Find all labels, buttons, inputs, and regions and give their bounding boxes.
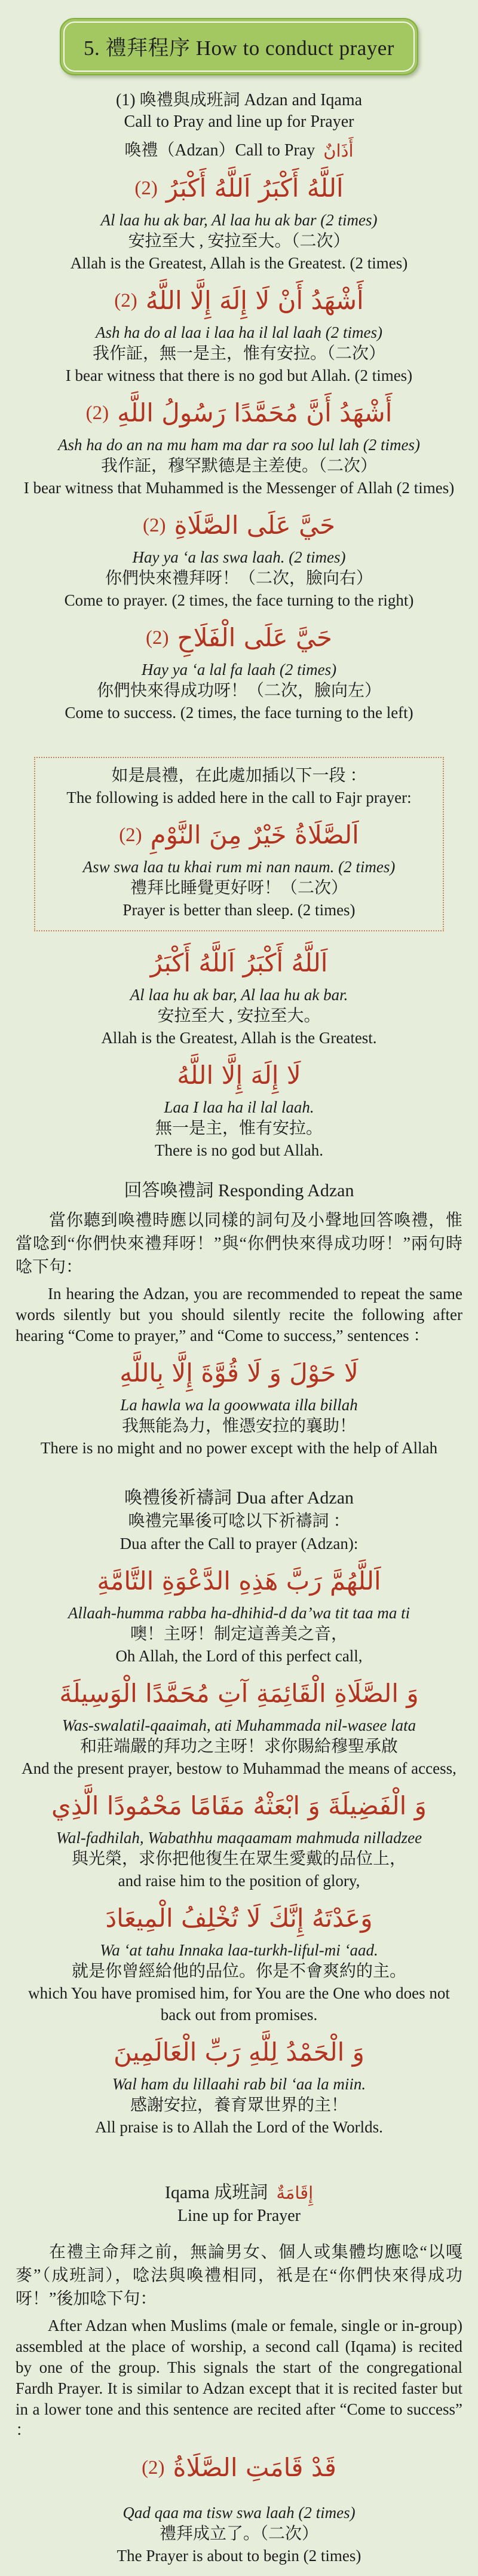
dua-verse-4 — [0, 1897, 478, 2025]
transliteration: La hawla wa la goowwata illa billah — [120, 1396, 358, 1414]
adzan-phrase-shahada2 — [0, 392, 478, 499]
arabic-text: قَدْ قَامَتِ الصَّلَاةُ — [173, 2453, 336, 2482]
chinese-translation: 與光榮，求你把他復生在眾生愛戴的品位上， — [71, 1850, 406, 1868]
english-translation: Prayer is better than sleep. (2 times) — [122, 901, 356, 919]
arabic-line — [0, 280, 478, 322]
fajr-note-box — [34, 757, 444, 931]
fajr-note-chinese: 如是晨禮，在此處加插以下一段 ： — [111, 766, 367, 785]
arabic-text: أَشْهَدُ أَنْ لَا إِلَهَ إِلَّا اللَّهُ — [145, 286, 364, 315]
repeat-count: (2) — [134, 178, 158, 199]
transliteration: Ash ha do an na mu ham ma dar ra soo lul lah (2 times) — [58, 436, 420, 454]
english-translation: And the present prayer, bestow to Muhammad the means of access, — [22, 1759, 456, 1777]
arabic-line — [0, 1897, 478, 1939]
dua-subheading-english: Dua after the Call to prayer (Adzan): — [120, 1535, 358, 1553]
repeat-count: (2) — [85, 402, 109, 424]
chinese-translation: 禮拜比睡覺更好呀！（二次） — [130, 879, 348, 897]
english-translation: and raise him to the position of glory, — [118, 1872, 360, 1890]
arabic-line — [0, 1055, 478, 1096]
english-translation: I bear witness that Muhammed is the Messenger of Allah (2 times) — [23, 479, 455, 497]
transliteration: Laa I laa ha il lal laah. — [164, 1098, 314, 1116]
transliteration: Hay ya ‘a lal fa laah (2 times) — [141, 661, 337, 679]
closing-phrase-tahlil — [0, 1055, 478, 1161]
title-box — [60, 18, 418, 75]
title-box-inner — [63, 22, 415, 72]
chinese-translation: 禮拜成立了。（二次） — [159, 2525, 318, 2543]
arabic-text: اَللَّهُ أَكْبَرُ اَللَّهُ أَكْبَرُ — [150, 948, 328, 977]
english-translation: The Prayer is about to begin (2 times) — [117, 2547, 361, 2565]
transliteration: Al laa hu ak bar, Al laa hu ak bar (2 times) — [100, 211, 378, 229]
dua-heading: 喚禮後祈禱詞 Dua after Adzan — [124, 1488, 354, 1508]
transliteration: Allaah-humma rabba ha-dhihid-d da’wa tit taa ma ti — [68, 1604, 410, 1622]
arabic-line — [0, 505, 478, 546]
dua-subheading-chinese: 喚禮完畢後可唸以下祈禱詞 ： — [128, 1512, 350, 1530]
dua-verse-1 — [0, 1560, 478, 1667]
chinese-translation: 我作証，無一是主，惟有安拉。（二次） — [92, 344, 385, 363]
dua-verse-5 — [0, 2031, 478, 2138]
responding-paragraph-english: In hearing the Adzan, you are recommended to repeat the same words silently but you should silently recite the following after hearing “Come to prayer,” and “Come to success,” sentences ： — [16, 1285, 462, 1344]
english-translation: Allah is the Greatest, Allah is the Greatest. (2 times) — [70, 254, 408, 272]
fajr-note-english: The following is added here in the call to Fajr prayer: — [66, 789, 412, 806]
adzan-heading-label: 喚禮（Adzan）Call to Pray — [124, 141, 315, 160]
adzan-phrase-hayya-salah — [0, 505, 478, 611]
repeat-count: (2) — [145, 627, 169, 649]
arabic-line — [0, 617, 478, 659]
arabic-text: حَيَّ عَلَى الصَّلَاةِ — [174, 511, 336, 540]
arabic-line — [0, 2031, 478, 2073]
arabic-line — [0, 942, 478, 984]
arabic-text: وَ الْحَمْدُ لِلَّهِ رَبِّ الْعَالَمِينَ — [114, 2037, 364, 2067]
arabic-line — [0, 1673, 478, 1715]
arabic-line — [41, 814, 437, 856]
chinese-translation: 就是你曾經給他的品位。你是不會爽約的主。 — [71, 1962, 406, 1981]
arabic-line — [0, 392, 478, 434]
chinese-translation: 和莊端嚴的拜功之主呀！求你賜給穆聖承啟 — [79, 1737, 398, 1756]
chinese-translation: 我作証，穆罕默德是主差使。（二次） — [100, 457, 377, 475]
adzan-heading — [0, 140, 478, 161]
english-translation: I bear witness that there is no god but Allah. (2 times) — [65, 366, 413, 384]
arabic-line — [0, 1560, 478, 1602]
arabic-line — [0, 167, 478, 209]
chinese-translation: 感謝安拉，養育眾世界的主！ — [130, 2096, 348, 2114]
transliteration: Qad qaa ma tisw swa laah (2 times) — [122, 2504, 356, 2522]
english-translation: Come to success. (2 times, the face turning to the left) — [65, 704, 413, 722]
adzan-phrase-takbir — [0, 167, 478, 274]
iqama-heading-label: Iqama 成班詞 — [164, 2183, 268, 2202]
transliteration: Wal ham du lillaahi rab bil ‘aa la miin. — [112, 2075, 366, 2093]
page-title: 5. 禮拜程序 How to conduct prayer — [84, 36, 394, 60]
english-translation: All praise is to Allah the Lord of the Worlds. — [95, 2118, 383, 2136]
arabic-text: لَا حَوْلَ وَ لَا قُوَّةَ إِلَّا بِاللَّهِ — [120, 1358, 358, 1388]
repeat-count: (2) — [142, 515, 166, 536]
arabic-text: وَعَدْتَهُ إِنَّكَ لَا تُخْلِفُ الْمِيعَادَ — [105, 1903, 373, 1933]
responding-paragraph-chinese: 當你聽到喚禮時應以同樣的詞句及小聲地回答喚禮，惟當唸到“你們快來禮拜呀！”與“你們快來得成功呀！”兩句時唸下句： — [16, 1211, 462, 1276]
arabic-text: لَا إِلَهَ إِلَّا اللَّهُ — [177, 1061, 301, 1090]
responding-phrase — [0, 1352, 478, 1459]
iqama-heading-arabic: إِقَامَةٌ — [276, 2183, 314, 2203]
english-translation: Oh Allah, the Lord of this perfect call, — [115, 1647, 363, 1665]
iqama-paragraph-english: After Adzan when Muslims (male or female, single or in-group) assembled at the place of worship, a second call (Iqama) is recited by one of the group. This signals the start of the congregational Fardh Prayer. It is similar to Adzan except that it is recited faster but in a lower tone and this sentence are recited after “Come to success” ： — [16, 2317, 462, 2439]
arabic-text: أَشْهَدُ أَنَّ مُحَمَّدًا رَسُولُ اللَّهِ — [117, 398, 393, 427]
arabic-text: وَ الْفَضِيلَةَ وَ ابْعَثْهُ مَقَامًا مَحْمُودًا الَّذِي — [51, 1791, 427, 1820]
arabic-line — [0, 1352, 478, 1394]
responding-adzan-heading: 回答喚禮詞 Responding Adzan — [124, 1181, 354, 1200]
dua-verse-2 — [0, 1673, 478, 1779]
adzan-heading-arabic: أَذَانٌ — [323, 140, 354, 161]
arabic-text: اَللَّهُمَّ رَبَّ هَذِهِ الدَّعْوَةِ التَّامَّةِ — [97, 1566, 381, 1596]
english-translation: Come to prayer. (2 times, the face turning to the right) — [64, 591, 414, 609]
repeat-count: (2) — [142, 2457, 165, 2479]
transliteration: Asw swa laa tu khai rum mi nan naum. (2 times) — [82, 858, 396, 876]
arabic-text: اَلصَّلَاةُ خَيْرٌ مِنَ النَّوْمِ — [150, 820, 359, 850]
english-translation: There is no god but Allah. — [155, 1141, 323, 1159]
transliteration: Al laa hu ak bar, Al laa hu ak bar. — [130, 986, 348, 1004]
chinese-translation: 噢！主呀！制定這善美之音， — [130, 1625, 348, 1643]
arabic-line — [0, 2447, 478, 2489]
chinese-translation: 無一是主，惟有安拉。 — [155, 1119, 323, 1138]
arabic-text: وَ الصَّلَاةِ الْقَائِمَةِ آتِ مُحَمَّدًا الْوَسِيلَةَ — [59, 1679, 419, 1708]
iqama-paragraph-chinese: 在禮主命拜之前，無論男女、個人或集體均應唸“以嘎麥”（成班詞），唸法與喚禮相同，衹是在“你們快來得成功呀！”後加唸下句： — [16, 2243, 462, 2308]
chinese-translation: 你們快來禮拜呀！（二次，臉向右） — [105, 569, 373, 588]
transliteration: Ash ha do al laa i laa ha il lal laah (2 times) — [96, 323, 382, 341]
arabic-line — [0, 1785, 478, 1827]
chinese-translation: 我無能為力，惟憑安拉的襄助！ — [121, 1417, 356, 1435]
closing-phrase-takbir — [0, 942, 478, 1049]
english-translation: which You have promised him, for You are the One who does not back out from promises. — [28, 1984, 450, 2024]
chinese-translation: 你們快來得成功呀！（二次，臉向左） — [96, 682, 381, 700]
transliteration: Hay ya ‘a las swa laah. (2 times) — [132, 548, 346, 566]
adzan-phrase-shahada1 — [0, 280, 478, 386]
chinese-translation: 安拉至大 , 安拉至大。（二次） — [128, 232, 350, 250]
english-translation: Allah is the Greatest, Allah is the Greatest. — [101, 1029, 377, 1047]
repeat-count: (2) — [119, 824, 142, 846]
arabic-text: اَللَّهُ أَكْبَرُ اَللَّهُ أَكْبَرُ — [166, 173, 344, 203]
iqama-subheading: Line up for Prayer — [177, 2207, 301, 2225]
iqama-phrase — [0, 2447, 478, 2566]
repeat-count: (2) — [114, 290, 137, 311]
transliteration: Wal-fadhilah, Wabathhu maqaamam mahmuda nilladzee — [56, 1829, 422, 1847]
dua-verse-3 — [0, 1785, 478, 1891]
arabic-text: حَيَّ عَلَى الْفَلَاحِ — [177, 623, 332, 652]
iqama-heading — [0, 2181, 478, 2205]
transliteration: Wa ‘at tahu Innaka laa-turkh-liful-mi ‘aad. — [100, 1941, 378, 1959]
adzan-phrase-hayya-falah — [0, 617, 478, 723]
section-1-subheading: Call to Pray and line up for Prayer — [124, 112, 354, 131]
section-1-heading: (1) 喚禮與成班詞 Adzan and Iqama — [115, 91, 363, 109]
english-translation: There is no might and no power except with the help of Allah — [40, 1439, 438, 1457]
transliteration: Was-swalatil-qaaimah, ati Muhammada nil-wasee lata — [62, 1716, 416, 1734]
chinese-translation: 安拉至大 , 安拉至大。 — [157, 1007, 321, 1025]
fajr-phrase — [41, 814, 437, 921]
